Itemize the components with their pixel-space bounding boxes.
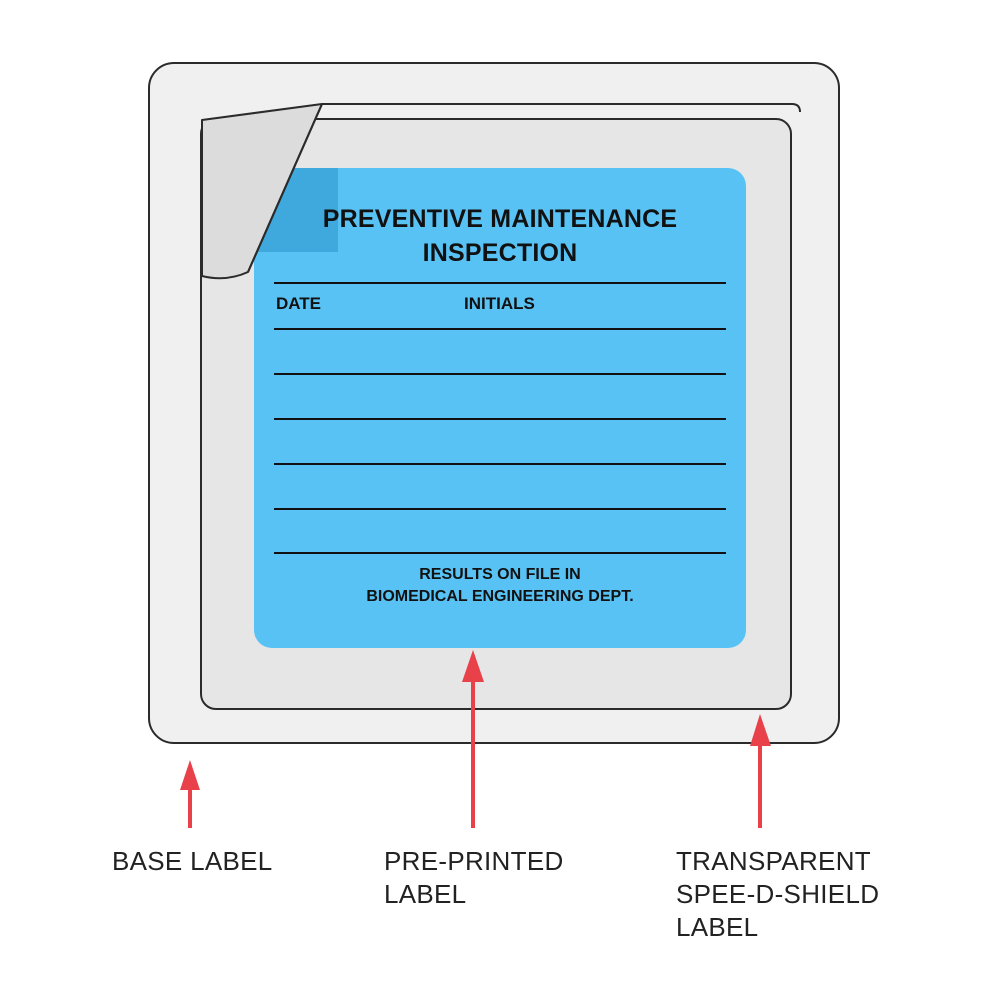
callout-arrow-base-label bbox=[180, 760, 200, 828]
label-footer-line2: BIOMEDICAL ENGINEERING DEPT. bbox=[366, 588, 634, 605]
callout-base-line1: BASE LABEL bbox=[112, 846, 273, 876]
callout-label-pre-printed bbox=[384, 845, 614, 911]
callout-label-transparent-shield bbox=[676, 845, 921, 944]
callout-label-base bbox=[112, 845, 342, 878]
callout-pre-line1: PRE-PRINTED bbox=[384, 846, 564, 876]
label-footer-line1: RESULTS ON FILE IN bbox=[419, 566, 581, 583]
column-header-initials: INITIALS bbox=[464, 294, 535, 313]
label-footer bbox=[254, 564, 746, 608]
label-rule-1 bbox=[274, 328, 726, 330]
label-content bbox=[254, 168, 746, 648]
callout-trans-line3: LABEL bbox=[676, 912, 759, 942]
pre-printed-label-card bbox=[254, 168, 746, 648]
callout-trans-line2: SPEE-D-SHIELD bbox=[676, 879, 880, 909]
callout-trans-line1: TRANSPARENT bbox=[676, 846, 871, 876]
label-column-headers bbox=[274, 294, 726, 316]
label-rule-5 bbox=[274, 508, 726, 510]
label-title bbox=[254, 202, 746, 270]
callout-pre-line2: LABEL bbox=[384, 879, 467, 909]
label-title-line1: PREVENTIVE MAINTENANCE bbox=[322, 205, 678, 233]
column-header-date: DATE bbox=[276, 294, 322, 313]
label-rule-header-top bbox=[274, 282, 726, 284]
label-title-line2: INSPECTION bbox=[422, 239, 578, 267]
label-rule-2 bbox=[274, 373, 726, 375]
label-rule-4 bbox=[274, 463, 726, 465]
label-rule-3 bbox=[274, 418, 726, 420]
label-rule-6 bbox=[274, 552, 726, 554]
